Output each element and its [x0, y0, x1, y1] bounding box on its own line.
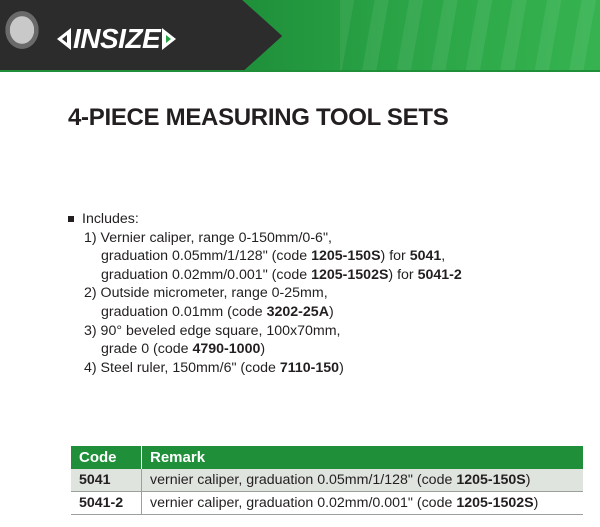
- logo-text: INSIZE: [73, 23, 161, 54]
- logo-left-arrow-icon: [57, 28, 71, 50]
- include-text: ): [339, 359, 344, 376]
- include-code: 7110-150: [279, 359, 340, 376]
- spec-table: [71, 446, 583, 515]
- include-item-continuation: [66, 266, 462, 285]
- include-item: [66, 284, 462, 303]
- header-remark: Remark: [142, 446, 584, 469]
- remark-end: ): [533, 495, 539, 511]
- table-header-row: [71, 446, 583, 469]
- include-code: 5041-2: [417, 266, 462, 283]
- include-item: [66, 322, 462, 341]
- includes-items: [66, 229, 462, 378]
- include-text: grade 0 (code: [101, 341, 193, 358]
- include-code: 5041: [409, 248, 442, 265]
- include-item-continuation: [66, 247, 462, 266]
- includes-heading: [66, 210, 462, 229]
- include-text: 3) 90° beveled edge square, 100x70mm,: [84, 322, 341, 339]
- include-text: ) for: [380, 248, 410, 265]
- table-row: [71, 492, 583, 515]
- include-code: 4790-1000: [192, 341, 261, 358]
- remark-code: 1205-150S: [456, 472, 526, 488]
- remark-text: vernier caliper, graduation 0.05mm/1/128" (code: [150, 472, 457, 488]
- banner-underline: [0, 70, 600, 72]
- header-code: Code: [71, 446, 142, 469]
- includes-list: [66, 210, 462, 377]
- include-text: graduation 0.05mm/1/128" (code: [101, 248, 312, 265]
- page-title: 4-PIECE MEASURING TOOL SETS: [68, 104, 449, 131]
- row-code: 5041: [71, 469, 142, 492]
- table-row: [71, 469, 583, 492]
- includes-heading-label: Includes:: [82, 211, 139, 227]
- include-item-continuation: [66, 340, 462, 359]
- remark-code: 1205-1502S: [456, 495, 534, 511]
- row-code: 5041-2: [71, 492, 142, 515]
- include-item: [66, 229, 462, 248]
- include-text: ): [328, 303, 334, 320]
- remark-text: vernier caliper, graduation 0.02mm/0.001" (code: [150, 495, 457, 511]
- banner-green-band: [240, 0, 600, 72]
- include-text: ,: [441, 248, 446, 265]
- logo-right-arrow-icon: [162, 28, 176, 50]
- include-text: graduation 0.02mm/0.001" (code: [101, 266, 312, 283]
- row-remark: [142, 492, 584, 515]
- include-code: 1205-150S: [311, 248, 381, 265]
- include-text: 4) Steel ruler, 150mm/6" (code: [84, 359, 280, 376]
- include-text: ) for: [388, 266, 418, 283]
- brand-logo: [57, 24, 176, 54]
- include-code: 3202-25A: [266, 303, 329, 320]
- include-text: ): [260, 341, 266, 358]
- bullet-icon: [68, 216, 74, 222]
- include-item: [66, 359, 462, 378]
- include-item-continuation: [66, 303, 462, 322]
- row-remark: [142, 469, 584, 492]
- include-text: graduation 0.01mm (code: [101, 303, 267, 320]
- banner-texture: [340, 0, 600, 72]
- remark-end: ): [525, 472, 531, 488]
- include-text: 1) Vernier caliper, range 0-150mm/0-6",: [84, 229, 332, 246]
- include-text: 2) Outside micrometer, range 0-25mm,: [84, 285, 328, 302]
- header-banner: [0, 0, 600, 72]
- include-code: 1205-1502S: [311, 266, 389, 283]
